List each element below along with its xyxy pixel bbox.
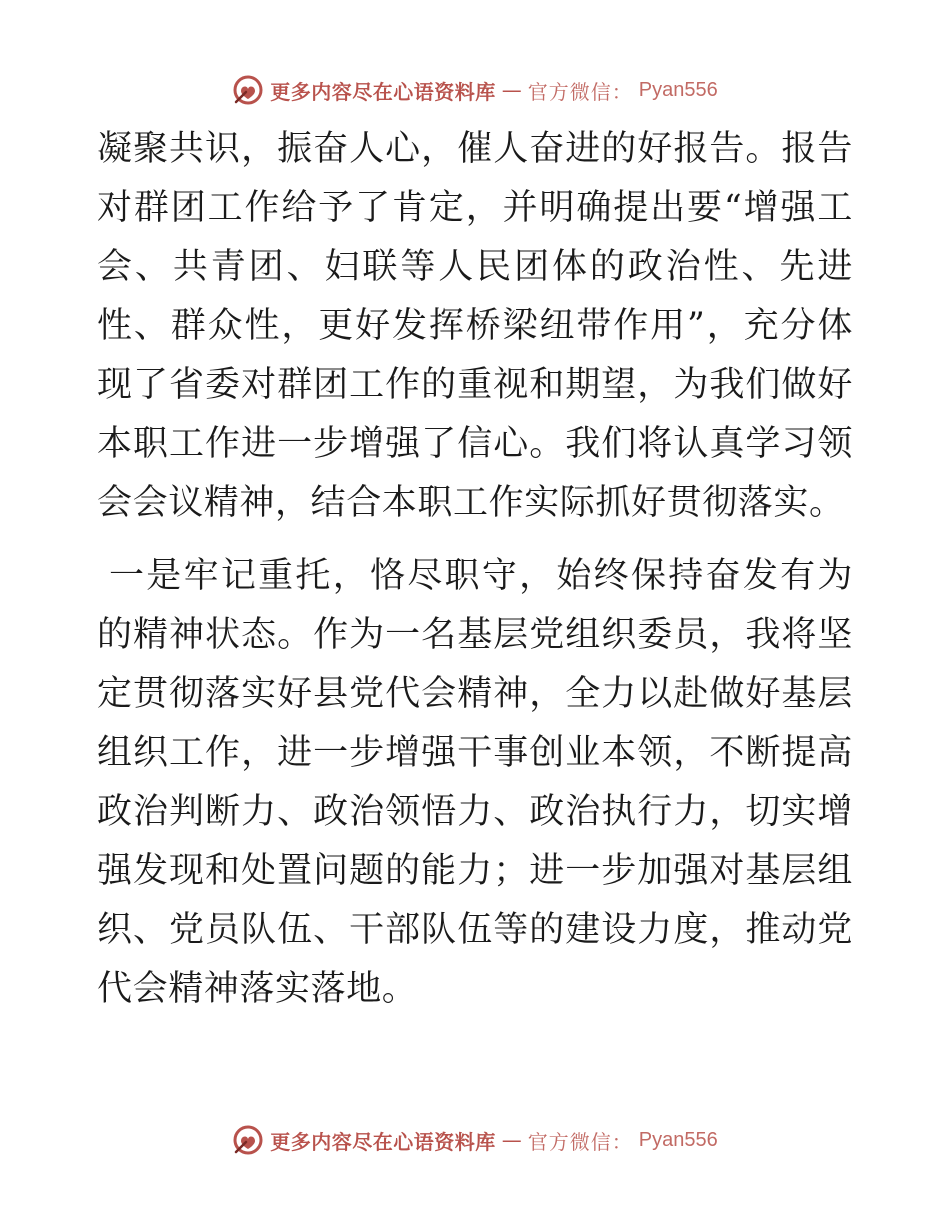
watermark-official-label: 官方微信： bbox=[527, 79, 633, 104]
watermark-wechat-id: Pyan556 bbox=[638, 1128, 718, 1151]
paragraph-1: 凝聚共识，振奋人心，催人奋进的好报告。报告对群团工作给予了肯定，并明确提出要“增强工会、共青团、妇联等人民团体的政治性、先进性、群众性，更好发挥桥梁纽带作用”，充分体现了省委对群团工作的重视和期望，为我们做好本职工作进一步增强了信心。我们将认真学习领会会议精神，结合本职工作实际抓好贯彻落实。 bbox=[97, 129, 853, 523]
watermark-brand: 更多内容尽在心语资料库 bbox=[270, 1129, 496, 1154]
footer-watermark bbox=[0, 1120, 950, 1160]
watermark-brand: 更多内容尽在心语资料库 bbox=[270, 79, 496, 104]
header-watermark bbox=[0, 70, 950, 110]
heart-pen-logo-icon bbox=[232, 1124, 264, 1156]
watermark-dash: — bbox=[501, 1128, 522, 1152]
paragraph-2: 一是牢记重托，恪尽职守，始终保持奋发有为的精神状态。作为一名基层党组织委员，我将坚定贯彻落实好县党代会精神，全力以赴做好基层组织工作，进一步增强干事创业本领，不断提高政治判断力、政治领悟力、政治执行力，切实增强发现和处置问题的能力；进一步加强对基层组织、党员队伍、干部队伍等的建设力度，推动党代会精神落实落地。 bbox=[97, 556, 853, 1009]
watermark-dash: — bbox=[501, 78, 522, 102]
document-body bbox=[97, 120, 853, 1019]
watermark-wechat-id: Pyan556 bbox=[638, 78, 718, 101]
heart-pen-logo-icon bbox=[232, 74, 264, 106]
watermark-official-label: 官方微信： bbox=[527, 1129, 633, 1154]
